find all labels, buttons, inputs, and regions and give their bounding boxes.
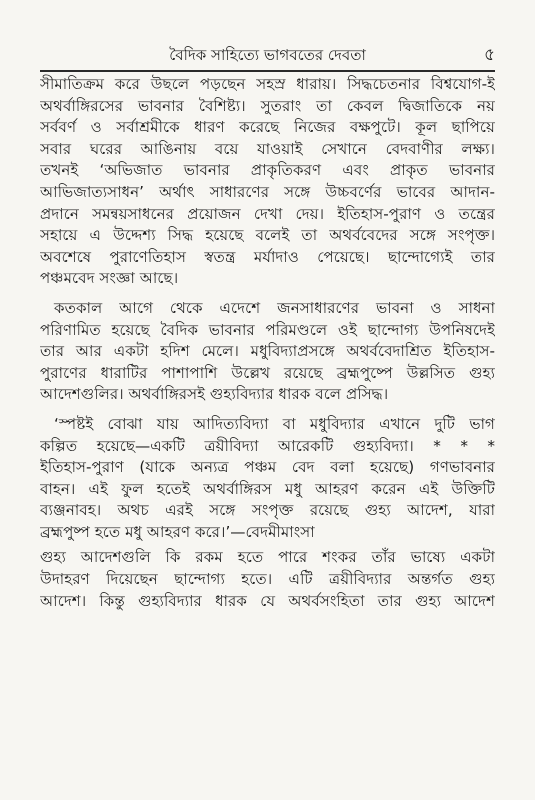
- text-line: ইতিহাস-পুরাণ (যাকে অন্যত্র পঞ্চম বেদ বলা হয়েছে) গণভাবনার: [40, 458, 495, 477]
- text-line: অবশেষে পুরাণেতিহাস স্বতন্ত্র মর্যাদাও পেয়েছে। ছান্দোগ্যেই তার: [40, 247, 495, 266]
- text-line: অথর্বাঙ্গিরসের ভাবনার বৈশিষ্ট্য। সুতরাং তা কেবল দ্বিজাতিকে নয়: [40, 96, 495, 115]
- text-line: প্রদানে সমন্বয়সাধনের প্রয়োজন দেখা দেয়। ইতিহাস-পুরাণ ও তন্ত্রের: [40, 204, 495, 223]
- text-line: তখনই ‘অভিজাত ভাবনার প্রাকৃতিকরণ এবং প্রাকৃত ভাবনার: [40, 161, 495, 180]
- text-line: কতকাল আগে থেকে এদেশে জনসাধারণের ভাবনা ও সাধনা: [54, 298, 495, 317]
- text-line: উদাহরণ দিয়েছেন ছান্দোগ্য হতে। এটি ত্রয়ীবিদ্যার অন্তর্গত গুহ্য: [40, 570, 495, 589]
- text-line: সহায়ে এ উদ্দেশ্য সিদ্ধ হয়েছে বলেই তা অথর্ববেদের সঙ্গে সংপৃক্ত।: [40, 226, 495, 245]
- text-line: পরিণামিত হয়েছে বৈদিক ভাবনার পরিমণ্ডলে ওই ছান্দোগ্য উপনিষদেই: [40, 320, 495, 339]
- text-line: ‘স্পষ্টই বোঝা যায় আদিত্যবিদ্যা বা মধুবিদ্যার এখানে দুটি ভাগ: [54, 414, 495, 433]
- text-line: সীমাতিক্রম করে উছলে পড়ছেন সহস্র ধারায়। সিদ্ধচেতনার বিশ্বযোগ-ই: [40, 75, 495, 93]
- text-line: বাহন। এই ফুল হতেই অথর্বাঙ্গিরস মধু আহরণ করেন এই উক্তিটি: [40, 479, 495, 498]
- paragraph: [40, 547, 495, 612]
- text-line: আদেশগুলির। অথর্বাঙ্গিরসই গুহ্যবিদ্যার ধারক বলে প্রসিদ্ধ।: [40, 385, 389, 404]
- paragraph: [40, 298, 495, 406]
- bleed-through-shadow: [150, 775, 495, 789]
- text-line: সর্ববর্ণ ও সর্বাশ্রমীকে ধারণ করেছে নিজের বক্ষপুটে। কূল ছাপিয়ে: [40, 118, 495, 137]
- page-number: ৫: [483, 45, 495, 65]
- text-line: আদেশ। কিন্তু গুহ্যবিদ্যার ধারক যে অথর্বসংহিতা তার গুহ্য আদেশ: [40, 591, 495, 610]
- running-head: বৈদিক সাহিত্যে ভাগবতের দেবতা: [169, 46, 366, 64]
- page-header: [40, 44, 495, 68]
- header-rule: [40, 70, 495, 72]
- text-line: পঞ্চমবেদ সংজ্ঞা আছে।: [40, 269, 179, 288]
- text-line: তার আর একটা হদিশ মেলে। মধুবিদ্যাপ্রসঙ্গে অথর্ববেদাশ্রিত ইতিহাস-: [40, 342, 495, 361]
- text-line: কল্পিত হয়েছে—একটি ত্রয়ীবিদ্যা আরেকটি গুহ্যবিদ্যা। * * *: [40, 436, 495, 455]
- text-line: আভিজাত্যসাধন’ অর্থাৎ সাধারণের সঙ্গে উচ্চবর্ণের ভাবের আদান-: [40, 182, 495, 201]
- text-line: গুহ্য আদেশগুলি কি রকম হতে পারে শংকর তাঁর ভাষ্যে একটা: [40, 548, 495, 567]
- text-line: পুরাণের ধারাটির পাশাপাশি উল্লেখ রয়েছে ব্রহ্মপুষ্পে উল্লসিত গুহ্য: [40, 363, 495, 382]
- text-line: ব্যঞ্জনাবহ। অথচ এরই সঙ্গে সংপৃক্ত রয়েছে গুহ্য আদেশ, যারা: [40, 501, 495, 520]
- quotation: [40, 414, 495, 544]
- body-text: [40, 74, 495, 612]
- text-line: সবার ঘরের আঙিনায় বয়ে যাওয়াই সেখানে বেদবাণীর লক্ষ্য।: [40, 139, 495, 158]
- paragraph: [40, 74, 495, 290]
- text-line: ব্রহ্মপুষ্প হতে মধু আহরণ করে।’—বেদমীমাংসা: [40, 522, 315, 541]
